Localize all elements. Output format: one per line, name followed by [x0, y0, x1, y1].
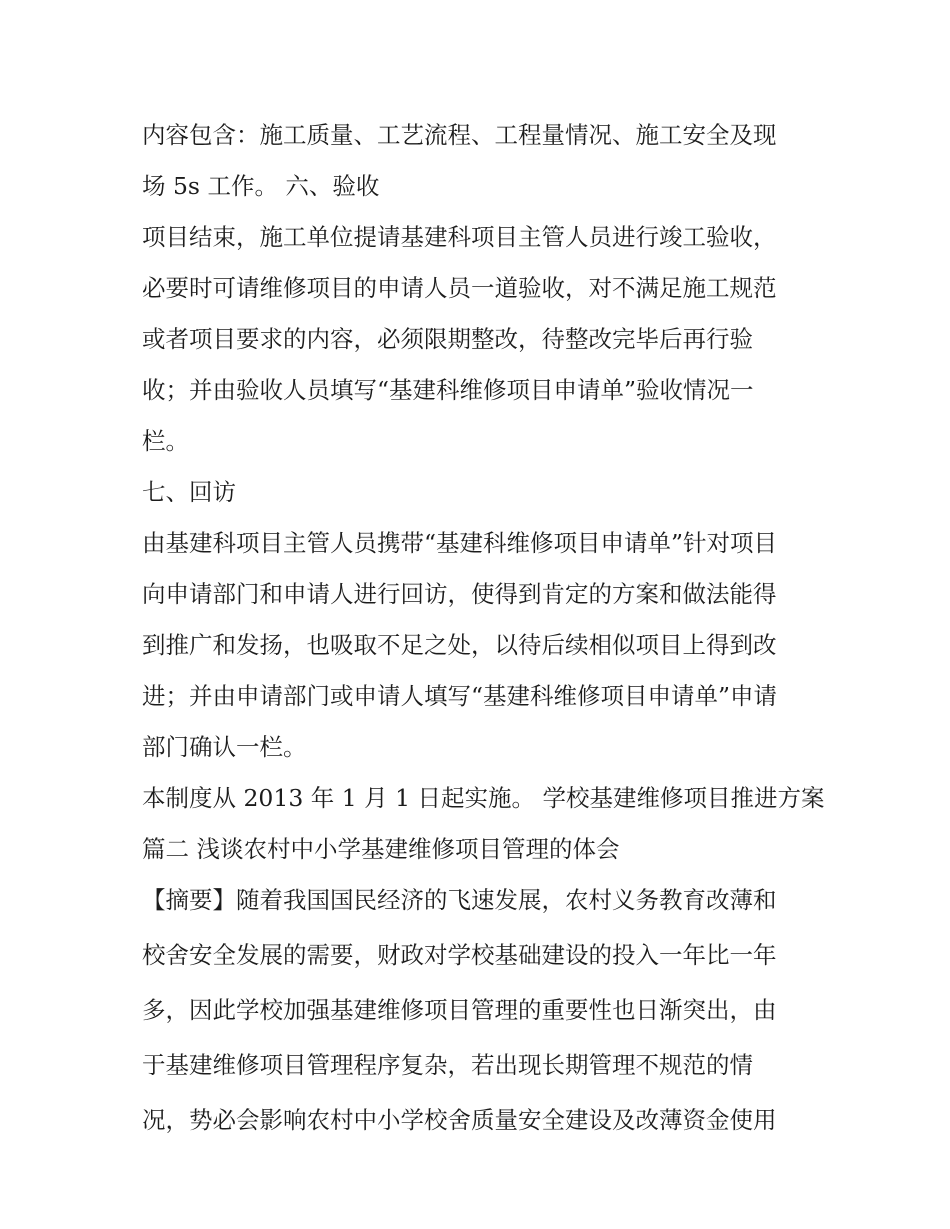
text-line: 或者项目要求的内容，必须限期整改，待整改完毕后再行验 — [142, 325, 753, 353]
text-line: 项目结束，施工单位提请基建科项目主管人员进行竣工验收， — [142, 223, 777, 251]
article-title: 篇二 浅谈农村中小学基建维修项目管理的体会 — [142, 835, 620, 863]
section-heading: 七、回访 — [142, 478, 236, 506]
abstract-line: 【摘要】随着我国国民经济的飞速发展，农村义务教育改薄和 — [142, 886, 777, 914]
text-line: 收；并由验收人员填写“基建科维修项目申请单”验收情况一 — [142, 376, 754, 404]
text-line: 到推广和发扬，也吸取不足之处，以待后续相似项目上得到改 — [142, 631, 777, 659]
text-line: 部门确认一栏。 — [142, 733, 307, 761]
abstract-line: 于基建维修项目管理程序复杂，若出现长期管理不规范的情 — [142, 1051, 753, 1079]
abstract-line: 况，势必会影响农村中小学校舍质量安全建设及改薄资金使用 — [142, 1106, 777, 1134]
text-line: 向申请部门和申请人进行回访，使得到肯定的方案和做法能得 — [142, 580, 777, 608]
document-body — [142, 110, 825, 1150]
text-line: 由基建科项目主管人员携带“基建科维修项目申请单”针对项目 — [142, 529, 778, 557]
text-line: 必要时可请维修项目的申请人员一道验收，对不满足施工规范 — [142, 274, 777, 302]
text-line: 本制度从 2013 年 1 月 1 日起实施。 学校基建维修项目推进方案 — [142, 784, 825, 812]
abstract-line: 校舍安全发展的需要，财政对学校基础建设的投入一年比一年 — [142, 941, 777, 969]
abstract-line: 多，因此学校加强基建维修项目管理的重要性也日渐突出，由 — [142, 996, 777, 1024]
text-line: 内容包含：施工质量、工艺流程、工程量情况、施工安全及现 — [142, 121, 777, 149]
text-line: 栏。 — [142, 427, 189, 455]
text-line: 场 5s 工作。 六、验收 — [142, 172, 380, 200]
text-line: 进；并由申请部门或申请人填写“基建科维修项目申请单”申请 — [142, 682, 778, 710]
